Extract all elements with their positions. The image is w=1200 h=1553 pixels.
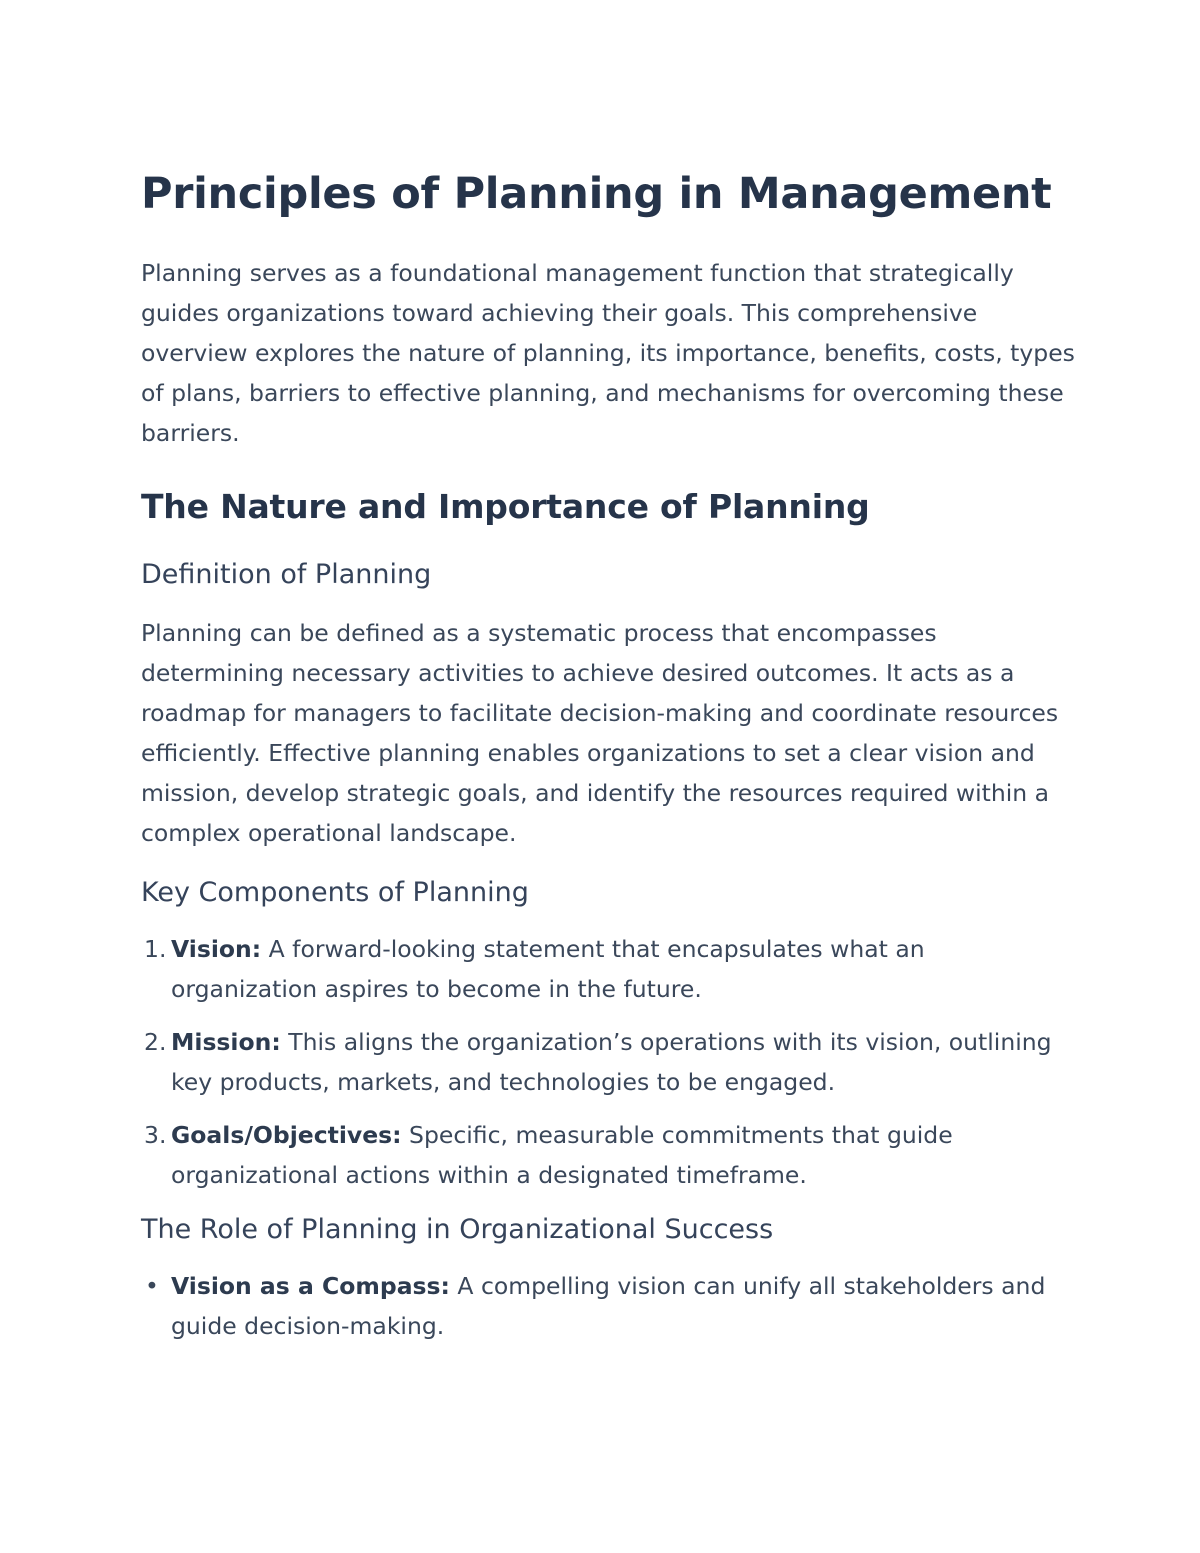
list-text: A forward-looking statement that encapsulates what an organization aspires to become in the future. bbox=[171, 935, 925, 1003]
list-number: 3. bbox=[144, 1121, 167, 1149]
list-term: Mission: bbox=[171, 1028, 281, 1056]
roles-list bbox=[141, 1266, 1076, 1346]
list-number: 2. bbox=[144, 1028, 167, 1056]
list-number: 1. bbox=[144, 935, 167, 963]
list-item bbox=[141, 1266, 1076, 1346]
list-term: Vision as a Compass: bbox=[171, 1272, 450, 1300]
subheading-key-components: Key Components of Planning bbox=[141, 877, 529, 908]
subheading-role-of-planning: The Role of Planning in Organizational Success bbox=[141, 1214, 774, 1245]
list-item bbox=[141, 1115, 1076, 1195]
document-title: Principles of Planning in Management bbox=[141, 169, 1052, 219]
document-page bbox=[141, 165, 1076, 1346]
list-text: Specific, measurable commitments that guide organizational actions within a designated timeframe. bbox=[171, 1121, 953, 1189]
list-item bbox=[141, 1022, 1076, 1102]
list-text: This aligns the organization’s operations with its vision, outlining key products, markets, and technologies to be engaged. bbox=[171, 1028, 1052, 1096]
list-term: Vision: bbox=[171, 935, 262, 963]
subheading-definition: Definition of Planning bbox=[141, 559, 432, 590]
definition-paragraph: Planning can be defined as a systematic process that encompasses determining necessary activities to achieve desired outcomes. It acts as a roadmap for managers to facilitate decision-making and coordinate resources efficiently. Effective planning enables organizations to set a clear vision and mission, develop strategic goals, and identify the resources required within a complex operational landscape. bbox=[141, 619, 1059, 847]
list-item bbox=[141, 929, 1076, 1009]
section-heading-nature-importance: The Nature and Importance of Planning bbox=[141, 487, 870, 526]
list-term: Goals/Objectives: bbox=[171, 1121, 402, 1149]
components-list bbox=[141, 929, 1076, 1195]
bullet-icon: • bbox=[145, 1272, 159, 1300]
list-text: A compelling vision can unify all stakeholders and guide decision-making. bbox=[171, 1272, 1046, 1340]
intro-paragraph: Planning serves as a foundational management function that strategically guides organizations toward achieving their goals. This comprehensive overview explores the nature of planning, its importance, benefits, costs, types of plans, barriers to effective planning, and mechanisms for overcoming these barriers. bbox=[141, 259, 1075, 447]
